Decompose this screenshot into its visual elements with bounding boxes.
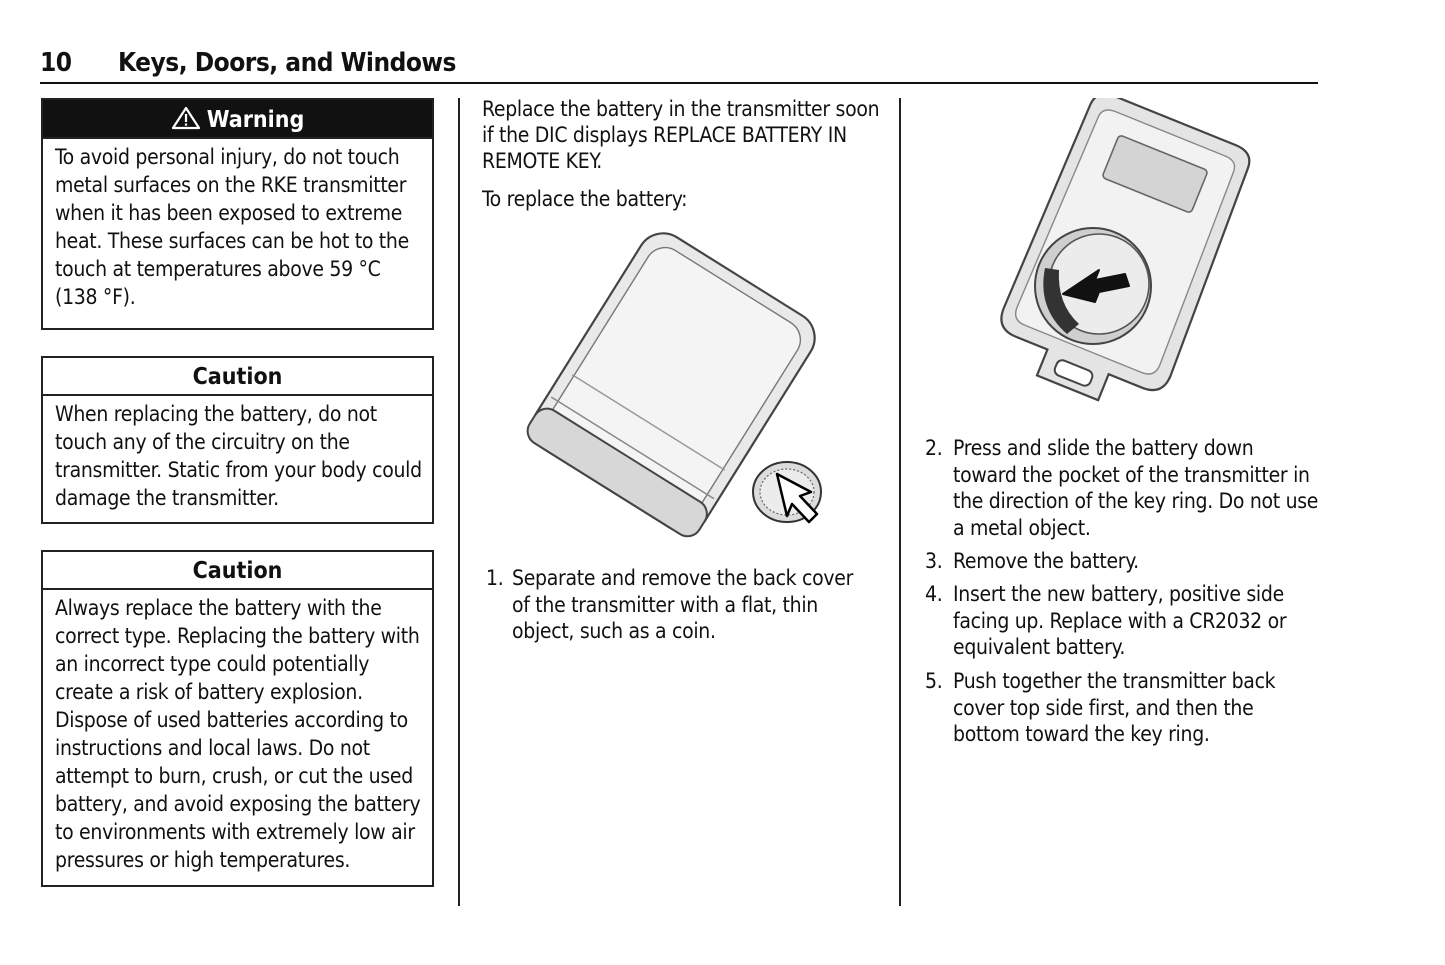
caution-box-1 bbox=[41, 356, 434, 524]
page-number: 10 bbox=[40, 48, 72, 78]
step-4-text: Insert the new battery, positive side facing up. Replace with a CR2032 or equivalent battery. bbox=[953, 582, 1287, 659]
caution-box-2 bbox=[41, 550, 434, 887]
warning-box bbox=[41, 98, 434, 330]
step-4 bbox=[925, 581, 1320, 661]
caution-2-text: Always replace the battery with the correct type. Replacing the battery with an incorrect type could potentially create a risk of battery explosion. Dispose of used batteries according to instructions and local laws. Do not attempt to burn, crush, or cut the used battery, and avoid exposing the battery to environments with extremely low air pressures or high temperatures. bbox=[55, 596, 421, 872]
step-1 bbox=[486, 565, 876, 645]
warning-text: To avoid personal injury, do not touch metal surfaces on the RKE transmitter when it has been exposed to extreme heat. These surfaces can be hot to the touch at temperatures above 59 °C (138 °F). bbox=[55, 145, 409, 309]
warning-header bbox=[43, 100, 432, 139]
step-3-number: 3. bbox=[925, 549, 943, 573]
column-divider-2 bbox=[899, 98, 901, 906]
intro-paragraph: Replace the battery in the transmitter soon if the DIC displays REPLACE BATTERY IN REMOTE KEY. bbox=[482, 97, 880, 173]
transmitter-battery-illustration bbox=[975, 98, 1265, 418]
warning-triangle-icon bbox=[171, 106, 201, 130]
section-title: Keys, Doors, and Windows bbox=[118, 48, 456, 78]
column-divider-1 bbox=[458, 98, 460, 906]
caution-2-title: Caution bbox=[43, 552, 432, 590]
step-1-number: 1. bbox=[486, 566, 504, 590]
step-2 bbox=[925, 435, 1320, 541]
step-3 bbox=[925, 548, 1320, 575]
caution-1-title: Caution bbox=[43, 358, 432, 396]
page-header bbox=[40, 48, 1318, 84]
transmitter-cover-illustration bbox=[515, 230, 835, 550]
step-5 bbox=[925, 668, 1320, 748]
step-2-text: Press and slide the battery down toward the pocket of the transmitter in the direction of the key ring. Do not use a metal object. bbox=[953, 436, 1319, 540]
warning-title: Warning bbox=[206, 107, 305, 133]
step-3-text: Remove the battery. bbox=[953, 549, 1139, 573]
step-1-text: Separate and remove the back cover of the transmitter with a flat, thin object, such as a coin. bbox=[512, 566, 854, 643]
caution-1-text: When replacing the battery, do not touch any of the circuitry on the transmitter. Static from your body could damage the transmitter. bbox=[55, 402, 422, 510]
step-4-number: 4. bbox=[925, 582, 943, 606]
to-replace-paragraph: To replace the battery: bbox=[482, 187, 688, 211]
step-2-number: 2. bbox=[925, 436, 943, 460]
step-5-number: 5. bbox=[925, 669, 943, 693]
step-5-text: Push together the transmitter back cover top side first, and then the bottom toward the key ring. bbox=[953, 669, 1276, 746]
